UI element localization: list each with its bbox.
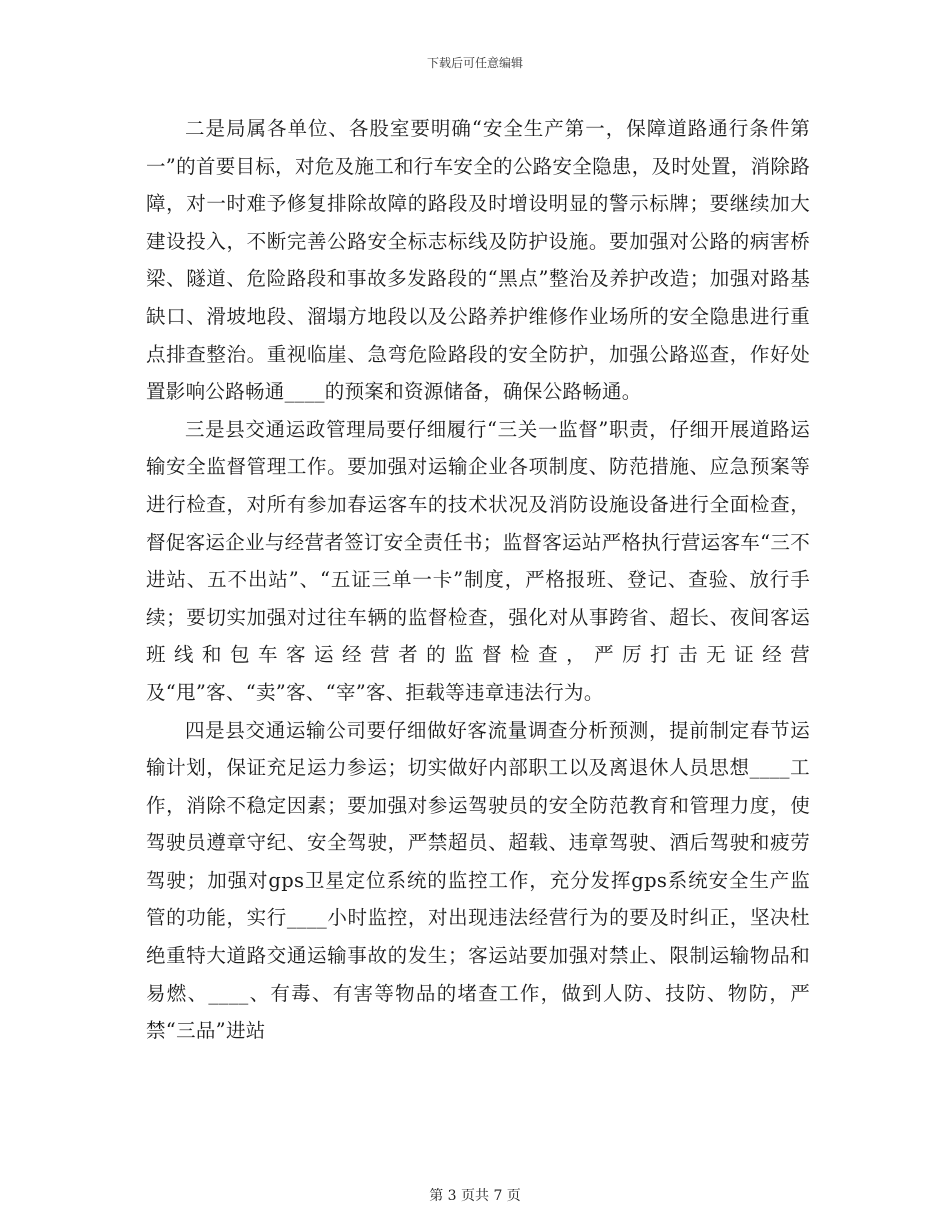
- paragraph-3: 三是县交通运政管理局要仔细履行“三关一监督”职责，仔细开展道路运输安全监督管理工作。要加强对运输企业各项制度、防范措施、应急预案等进行检查，对所有参加春运客车的技术状况及消防设施设备进行全面检查，督促客运企业与经营者签订安全责任书；监督客运站严格执行营运客车“三不进站、五不出站”、“五证三单一卡”制度，严格报班、登记、查验、放行手续；要切实加强对过往车辆的监督检查，强化对从事跨省、超长、夜间客运班线和包车客运经营者的监督检查，严厉打击无证经营及“甩”客、“卖”客、“宰”客、拒载等违章违法行为。: [146, 417, 810, 704]
- document-body: [146, 110, 810, 1050]
- paragraph-4: 四是县交通运输公司要仔细做好客流量调查分析预测，提前制定春节运输计划，保证充足运力参运；切实做好内部职工以及离退休人员思想____工作，消除不稳定因素；要加强对参运驾驶员的安全防范教育和管理力度，使驾驶员遵章守纪、安全驾驶，严禁超员、超载、违章驾驶、酒后驾驶和疲劳驾驶；加强对gps卫星定位系统的监控工作，充分发挥gps系统安全生产监管的功能，实行____小时监控，对出现违法经营行为的要及时纠正，坚决杜绝重特大道路交通运输事故的发生；客运站要加强对禁止、限制运输物品和易燃、____、有毒、有害等物品的堵查工作，做到人防、技防、物防，严禁“三品”进站: [146, 718, 810, 1043]
- page-footer: 第 3 页共 7 页: [429, 1188, 521, 1204]
- page-header: 下载后可任意编辑: [426, 56, 523, 70]
- paragraph-2: 二是局属各单位、各股室要明确“安全生产第一，保障道路通行条件第一”的首要目标，对危及施工和行车安全的公路安全隐患，及时处置，消除路障，对一时难予修复排除故障的路段及时增设明显的警示标牌；要继续加大建设投入，不断完善公路安全标志标线及防护设施。要加强对公路的病害桥梁、隧道、危险路段和事故多发路段的“黑点”整治及养护改造；加强对路基缺口、滑坡地段、溜塌方地段以及公路养护维修作业场所的安全隐患进行重点排查整治。重视临崖、急弯危险路段的安全防护，加强公路巡查，作好处置影响公路畅通____的预案和资源储备，确保公路畅通。: [146, 117, 810, 404]
